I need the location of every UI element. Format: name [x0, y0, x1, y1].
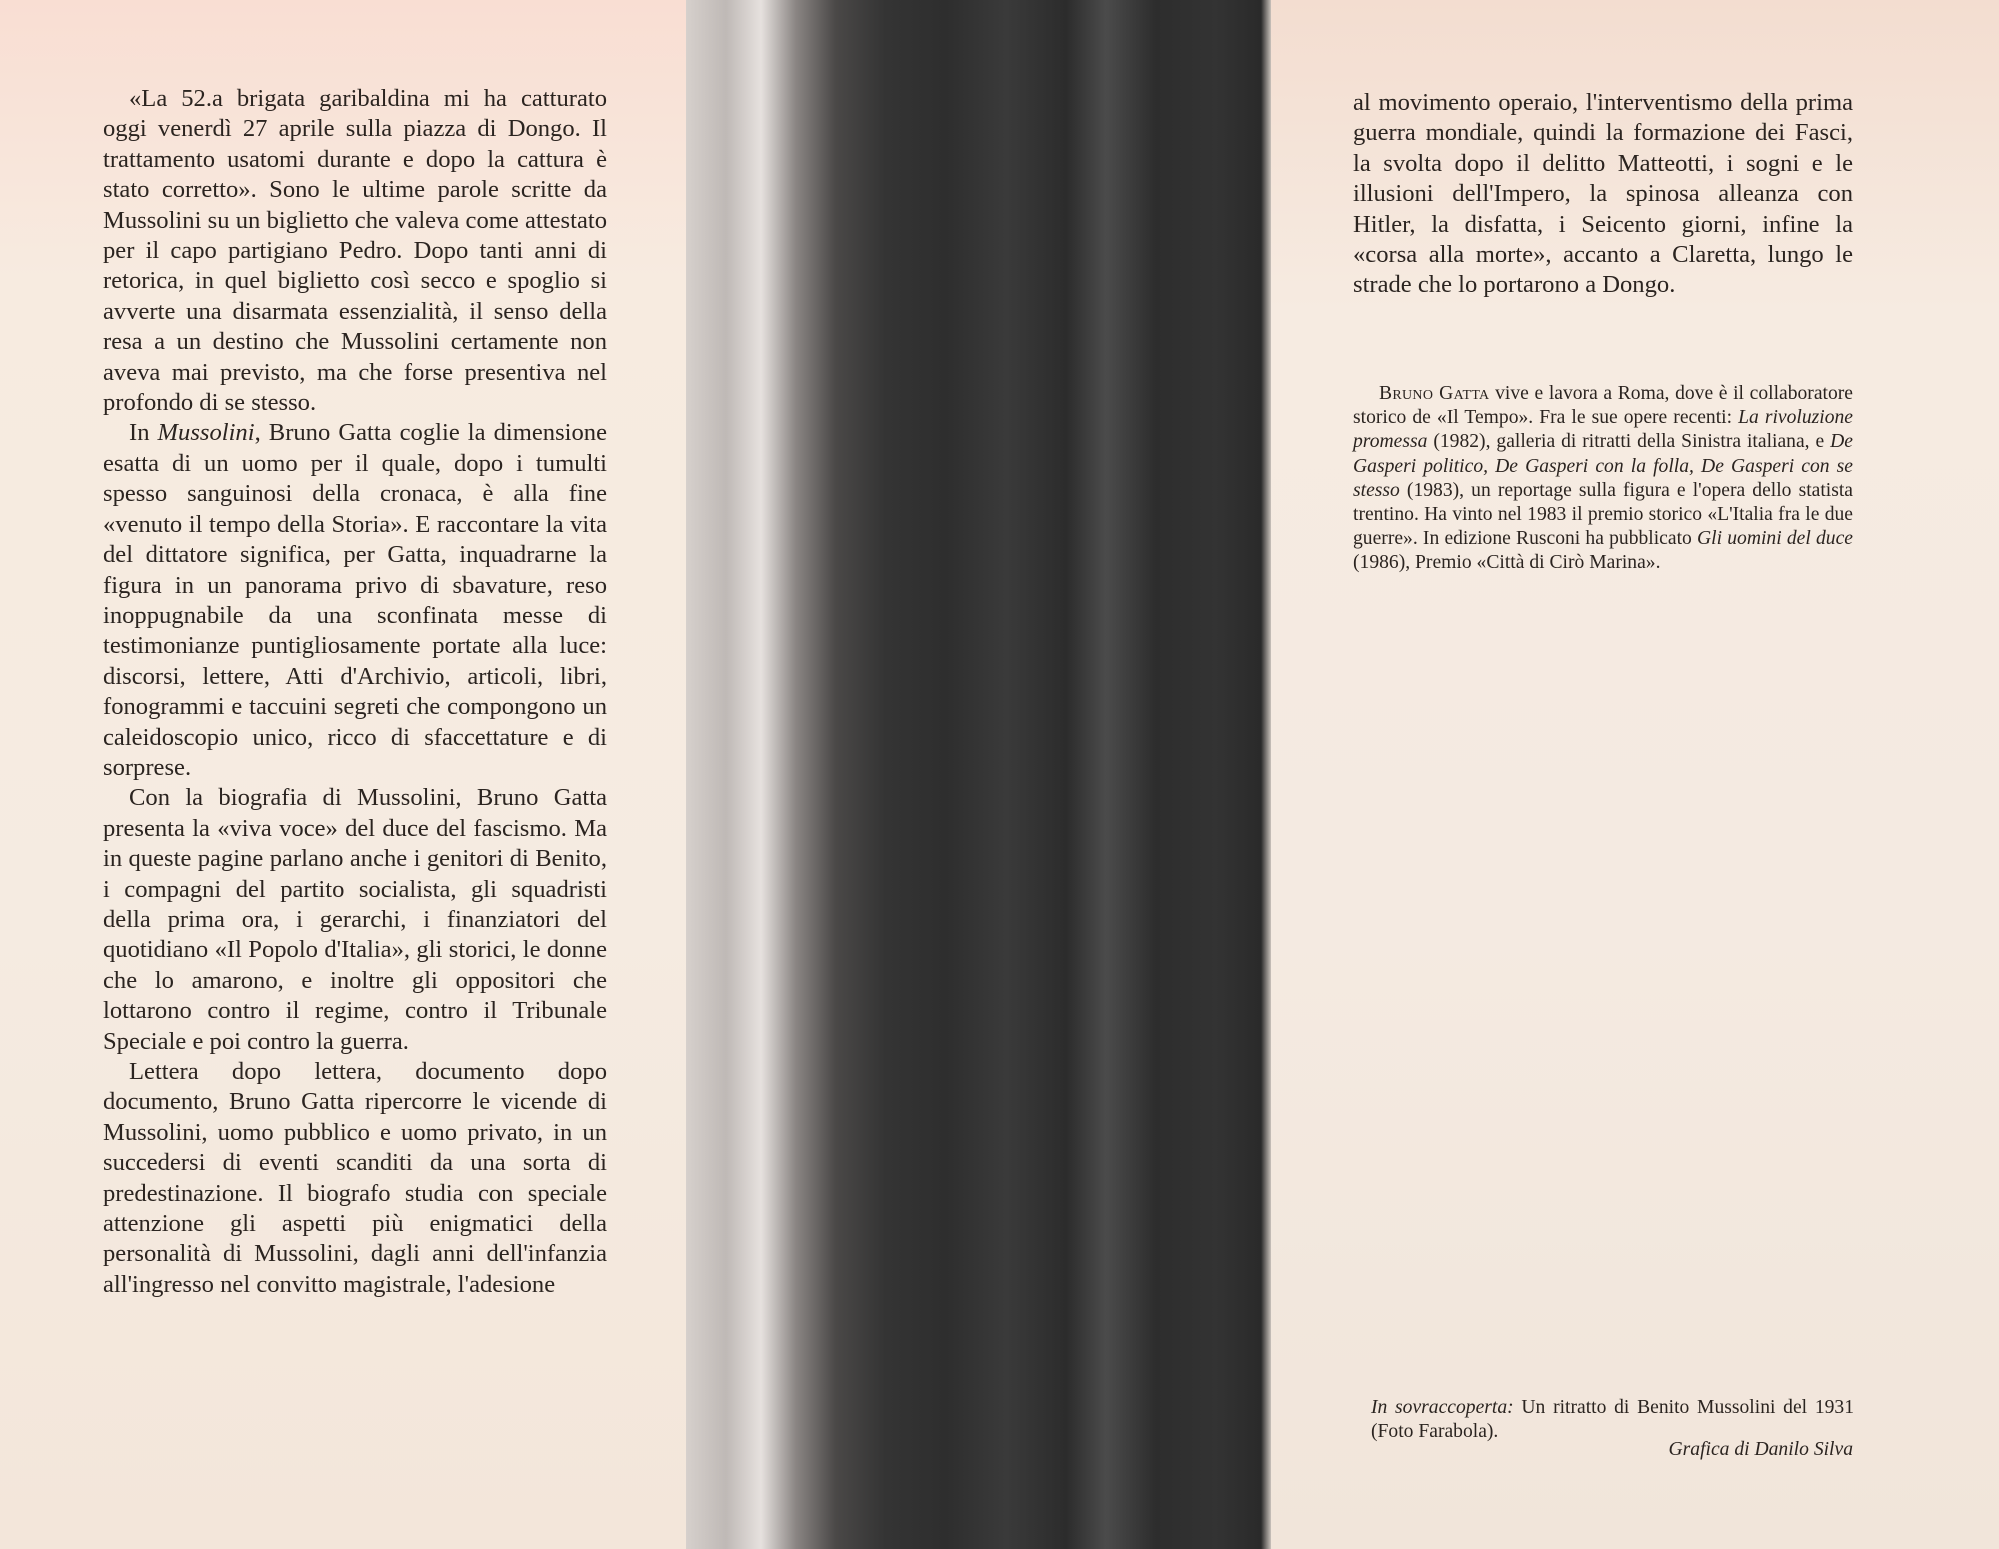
left-paragraph-4	[103, 1057, 607, 1300]
right-flap-text	[1353, 88, 1853, 301]
cover-credit	[1371, 1396, 1854, 1444]
text-run: Un ritratto di Benito Mussolini del 1931 (Foto Farabola).	[1371, 1397, 1855, 1442]
text-run: Con la biografia di Mussolini, Bruno Gatta presenta la «viva voce» del duce del fascismo. Ma in queste pagine parlano anche i genitori di Benito, i compagni del partito socialista, gli squadristi della prima ora, i gerarchi, i finanziatori del quotidiano «Il Popolo d'Italia», gli storici, le donne che lo amarono, e inoltre gli oppositori che lottarono contro il regime, contro il Tribunale Speciale e poi contro la guerra.	[103, 784, 607, 1055]
text-run: , Bruno Gatta coglie la dimensione esatta di un uomo per il quale, dopo i tumulti spesso sanguinosi della cronaca, è alla fine «venuto il tempo della Storia». E raccontare la vita del dittatore significa, per Gatta, inquadrarne la figura in un panorama privo di sbavature, reso inoppugnabile da una sconfinata messe di testimonianze puntigliosamente portate alla luce: discorsi, lettere, Atti d'Archivio, articoli, libri, fonogrammi e taccuini segreti che compongono un caleidoscopio unico, ricco di sfaccettature e di sorprese.	[103, 419, 607, 781]
left-paragraph-1	[103, 84, 607, 418]
left-flap-text	[103, 84, 607, 1300]
left-paragraph-3	[103, 783, 607, 1057]
spine	[686, 0, 1271, 1549]
italic-title: In sovraccoperta:	[1371, 1397, 1514, 1418]
italic-title: Gli uomini del duce	[1697, 528, 1853, 550]
author-bio	[1353, 382, 1853, 576]
italic-title: De Gasperi politico, De Gasperi con la folla, De Gasperi con se stesso	[1353, 431, 1853, 501]
italic-title: La rivoluzione promessa	[1353, 407, 1853, 453]
continuation-paragraph: al movimento operaio, l'interventismo della prima guerra mondiale, quindi la formazione dei Fasci, la svolta dopo il delitto Matteotti, i sogni e le illusioni dell'Impero, la spinosa alleanza con Hitler, la disfatta, i Seicento giorni, infine la «corsa alla morte», accanto a Claretta, lungo le strade che lo portarono a Dongo.	[1353, 89, 1853, 299]
text-run: «La 52.a brigata garibaldina mi ha catturato oggi venerdì 27 aprile sulla piazza di Dongo. Il trattamento usatomi durante e dopo la cattura è stato corretto». Sono le ultime parole scritte da Mussolini su un biglietto che valeva come attestato per il capo partigiano Pedro. Dopo tanti anni di retorica, in quel biglietto così secco e spoglio si avverte una disarmata essenzialità, il senso della resa a un destino che Mussolini certamente non aveva mai previsto, ma che forse presentiva nel profondo di se stesso.	[103, 85, 607, 417]
left-flap	[0, 0, 686, 1549]
text-run: (1982), galleria di ritratti della Sinistra italiana, e	[1427, 431, 1831, 453]
text-run: Bruno Gatta	[1379, 383, 1490, 404]
design-credit: Grafica di Danilo Silva	[1668, 1439, 1853, 1460]
text-run: vive e lavora a Roma, dove è il collaboratore storico de «Il Tempo». Fra le sue opere recenti:	[1353, 383, 1853, 429]
text-run: Lettera dopo lettera, documento dopo documento, Bruno Gatta ripercorre le vicende di Mussolini, uomo pubblico e uomo privato, in un succedersi di eventi scanditi da una sorta di predestinazione. Il biografo studia con speciale attenzione gli aspetti più enigmatici della personalità di Mussolini, dagli anni dell'infanzia all'ingresso nel convitto magistrale, l'adesione	[103, 1058, 607, 1298]
italic-title: Mussolini	[157, 419, 255, 447]
text-run: (1986), Premio «Città di Cirò Marina».	[1353, 552, 1661, 574]
text-run: In	[129, 419, 158, 447]
text-run: (1983), un reportage sulla figura e l'opera dello statista trentino. Ha vinto nel 1983 il premio storico «L'Italia fra le due guerre». In edizione Rusconi ha pubblicato	[1353, 479, 1853, 550]
left-paragraph-2	[103, 418, 607, 783]
